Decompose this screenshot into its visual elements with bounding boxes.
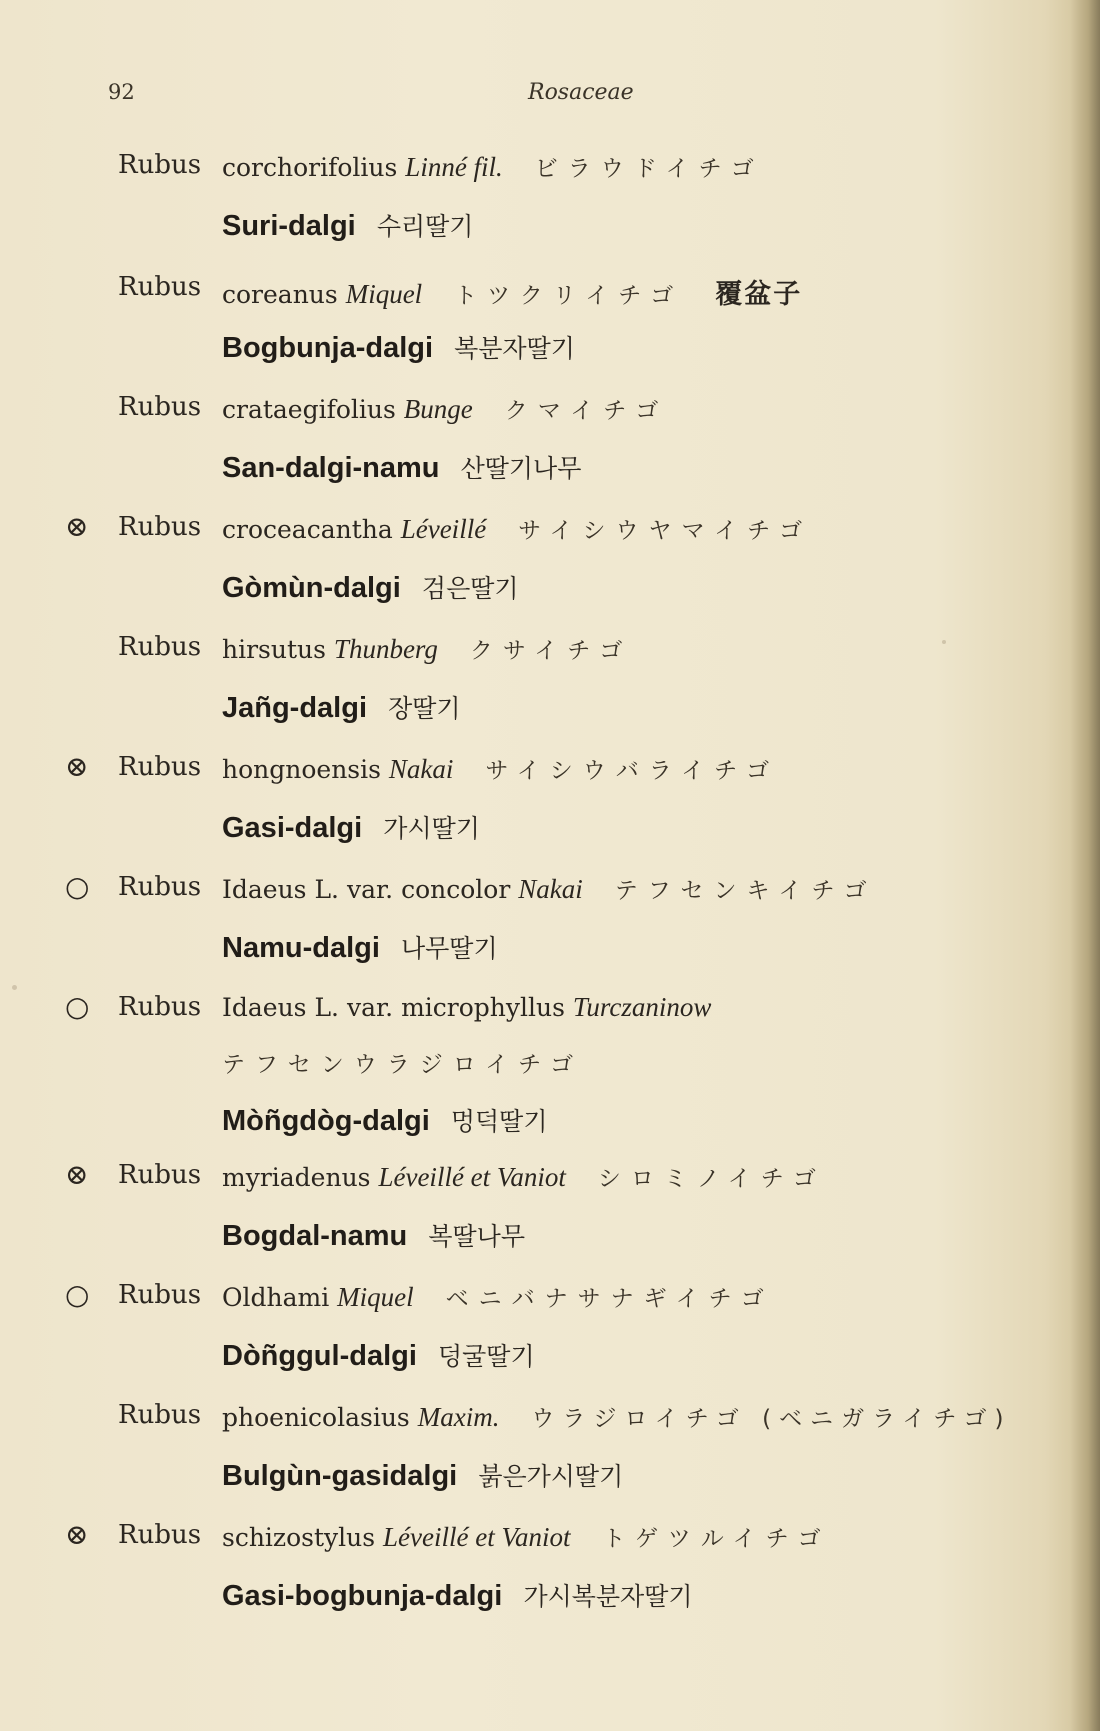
korean-hangul: 멍덕딸기 — [450, 1107, 548, 1136]
japanese-name: サイシウバライチゴ — [485, 758, 780, 784]
status-marker: ○ — [65, 1278, 90, 1311]
running-head: Rosaceae — [528, 80, 634, 105]
author: Bunge — [403, 394, 473, 424]
author: Nakai — [388, 754, 454, 784]
author: Maxim. — [417, 1402, 500, 1432]
genus: Rubus — [118, 1400, 202, 1430]
ink-speck — [12, 985, 17, 990]
author: Léveillé — [400, 514, 487, 544]
genus: Rubus — [118, 272, 202, 302]
epithet: corchorifolius — [222, 153, 398, 182]
epithet: Idaeus L. var. concolor — [222, 875, 511, 904]
korean-hangul: 붉은가시딸기 — [478, 1462, 624, 1491]
korean-name-line — [222, 207, 473, 243]
japanese-name: トツクリイチゴ — [454, 283, 684, 309]
korean-name-line — [222, 1457, 623, 1493]
genus: Rubus — [118, 1520, 202, 1550]
korean-romanized: Gòmùn-dalgi — [222, 572, 401, 604]
page-gutter-shadow — [1070, 0, 1100, 1731]
author: Thunberg — [333, 634, 438, 664]
epithet: croceacantha — [222, 515, 393, 544]
korean-hangul: 검은딸기 — [421, 574, 519, 603]
japanese-name: ベニバナサナギイチゴ — [445, 1286, 774, 1312]
korean-romanized: Gasi-bogbunja-dalgi — [222, 1580, 503, 1612]
korean-name-line — [222, 1577, 693, 1613]
korean-name-line — [222, 449, 581, 485]
epithet: Oldhami — [222, 1283, 330, 1312]
epithet: hirsutus — [222, 635, 326, 664]
author: Nakai — [518, 874, 583, 904]
japanese-name: クサイチゴ — [469, 638, 633, 664]
korean-name-line — [222, 1102, 547, 1138]
epithet: phoenicolasius — [222, 1403, 410, 1432]
korean-name-line — [222, 569, 519, 605]
status-marker: ○ — [65, 870, 90, 903]
status-marker: ○ — [65, 990, 90, 1023]
japanese-name: ビラウドイチゴ — [534, 156, 764, 182]
author: Miquel — [337, 1282, 414, 1312]
korean-romanized: Mòñgdòg-dalgi — [222, 1105, 430, 1137]
korean-name-line — [222, 329, 575, 365]
epithet: schizostylus — [222, 1523, 376, 1552]
japanese-name: シロミノイチゴ — [597, 1166, 826, 1192]
author: Léveillé et Vaniot — [383, 1522, 571, 1552]
korean-hangul: 나무딸기 — [401, 934, 498, 963]
korean-hangul: 복딸나무 — [428, 1222, 525, 1251]
genus: Rubus — [118, 392, 202, 422]
genus: Rubus — [118, 1280, 202, 1310]
status-marker: ⊗ — [65, 1158, 89, 1191]
epithet: Idaeus L. var. microphyllus — [222, 993, 565, 1022]
japanese-name: テフセンキイチゴ — [614, 878, 877, 904]
status-marker: ⊗ — [65, 750, 89, 783]
genus: Rubus — [118, 150, 202, 180]
ink-speck — [942, 640, 946, 644]
status-marker: ⊗ — [65, 510, 89, 543]
japanese-name: トゲツルイチゴ — [602, 1526, 831, 1552]
japanese-name: ウラジロイチゴ (ベニガライチゴ) — [531, 1406, 1012, 1432]
korean-hangul: 산딸기나무 — [460, 454, 582, 483]
epithet: hongnoensis — [222, 755, 381, 784]
genus: Rubus — [118, 872, 202, 902]
status-marker: ⊗ — [65, 1518, 89, 1551]
korean-romanized: Bulgùn-gasidalgi — [222, 1460, 458, 1492]
author: Turczaninow — [572, 992, 712, 1022]
korean-romanized: Gasi-dalgi — [222, 812, 363, 844]
genus: Rubus — [118, 632, 202, 662]
korean-romanized: Suri-dalgi — [222, 210, 356, 242]
author: Léveillé et Vaniot — [378, 1162, 566, 1192]
japanese-name: サイシウヤマイチゴ — [518, 518, 813, 544]
epithet: crataegifolius — [222, 395, 396, 424]
korean-romanized: San-dalgi-namu — [222, 452, 440, 484]
korean-hangul: 덩굴딸기 — [438, 1342, 535, 1371]
author: Linné fil. — [405, 152, 503, 182]
japanese-name: テフセンウラジロイチゴ — [222, 1052, 584, 1078]
korean-romanized: Bogdal-namu — [222, 1220, 408, 1252]
korean-name-line — [222, 1337, 535, 1373]
epithet: myriadenus — [222, 1163, 371, 1192]
korean-name-line — [222, 929, 498, 965]
page-number: 92 — [108, 80, 135, 104]
korean-hangul: 장딸기 — [388, 694, 461, 723]
author: Miquel — [345, 279, 423, 309]
korean-hangul: 가시딸기 — [383, 814, 480, 843]
korean-romanized: Jañg-dalgi — [222, 692, 368, 724]
korean-romanized: Namu-dalgi — [222, 932, 380, 964]
genus: Rubus — [118, 512, 202, 542]
korean-romanized: Dòñggul-dalgi — [222, 1340, 417, 1372]
genus: Rubus — [118, 992, 202, 1022]
genus: Rubus — [118, 1160, 202, 1190]
epithet: coreanus — [222, 280, 338, 309]
kanji-name: 覆盆子 — [715, 279, 803, 310]
korean-hangul: 복분자딸기 — [454, 334, 575, 363]
korean-name-line — [222, 809, 480, 845]
korean-name-line — [222, 1217, 525, 1253]
japanese-name: クマイチゴ — [504, 398, 669, 424]
genus: Rubus — [118, 752, 202, 782]
korean-name-line — [222, 689, 461, 725]
korean-hangul: 수리딸기 — [376, 212, 474, 241]
korean-romanized: Bogbunja-dalgi — [222, 332, 434, 364]
korean-hangul: 가시복분자딸기 — [523, 1582, 693, 1611]
